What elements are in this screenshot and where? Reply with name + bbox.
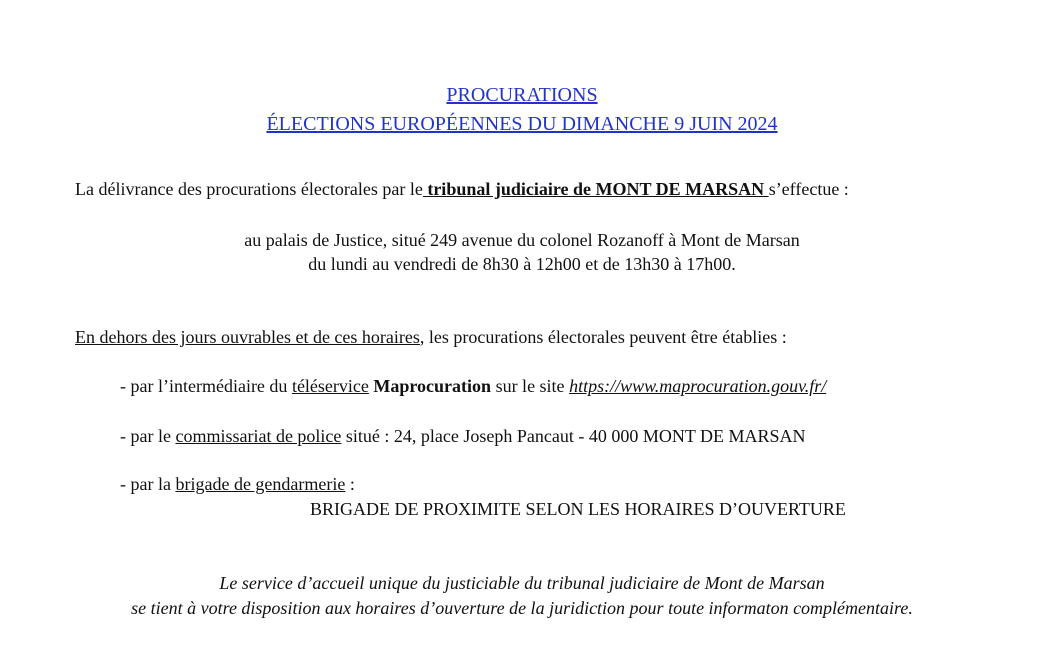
heading-rest: , les procurations électorales peuvent être établies :: [419, 327, 787, 347]
list-item-police: [120, 424, 806, 448]
footer-text-2: se tient à votre disposition aux horaires d’ouverture de la juridiction pour toute informaton complémentaire.: [131, 598, 913, 618]
location-hours: [0, 252, 1044, 276]
document-title: [0, 83, 1044, 107]
document-subtitle: [0, 112, 1044, 136]
heading-underlined: En dehors des jours ouvrables et de ces horaires: [75, 327, 420, 347]
item2-place: commissariat de police: [175, 426, 342, 446]
footer-text-1: Le service d’accueil unique du justiciable du tribunal judiciaire de Mont de Marsan: [219, 573, 825, 593]
title-line-2: ÉLECTIONS EUROPÉENNES DU DIMANCHE 9 JUIN 2024: [266, 113, 778, 135]
alternatives-heading: [75, 325, 787, 349]
list-item-teleservice: [120, 374, 826, 398]
item3-rest: :: [345, 474, 355, 494]
intro-suffix: s’effectue :: [768, 179, 849, 199]
item3-detail: BRIGADE DE PROXIMITE SELON LES HORAIRES D’OUVERTURE: [310, 499, 846, 519]
title-line-1: PROCURATIONS: [446, 84, 598, 106]
item1-prefix: - par l’intermédiaire du: [120, 376, 292, 396]
item3-place: brigade de gendarmerie: [175, 474, 346, 494]
gendarmerie-detail: [310, 497, 846, 521]
location-address: [0, 228, 1044, 252]
item2-rest: situé : 24, place Joseph Pancaut - 40 000 MONT DE MARSAN: [341, 426, 806, 446]
footer-line-1: [0, 571, 1044, 595]
item1-name: Maprocuration: [373, 376, 492, 396]
item1-teleservice: téléservice: [291, 376, 369, 396]
item3-prefix: - par la: [120, 474, 176, 494]
footer-line-2: [0, 596, 1044, 620]
intro-prefix: La délivrance des procurations électorales par le: [75, 179, 423, 199]
maprocuration-link[interactable]: https://www.maprocuration.gouv.fr/: [569, 376, 827, 396]
intro-tribunal: tribunal judiciaire de MONT DE MARSAN: [422, 179, 769, 199]
hours-text: du lundi au vendredi de 8h30 à 12h00 et de 13h30 à 17h00.: [308, 254, 736, 274]
address-text: au palais de Justice, situé 249 avenue du colonel Rozanoff à Mont de Marsan: [244, 230, 800, 250]
item2-prefix: - par le: [120, 426, 176, 446]
intro-paragraph: [75, 177, 849, 201]
item1-mid: sur le site: [491, 376, 570, 396]
list-item-gendarmerie: [120, 472, 355, 496]
